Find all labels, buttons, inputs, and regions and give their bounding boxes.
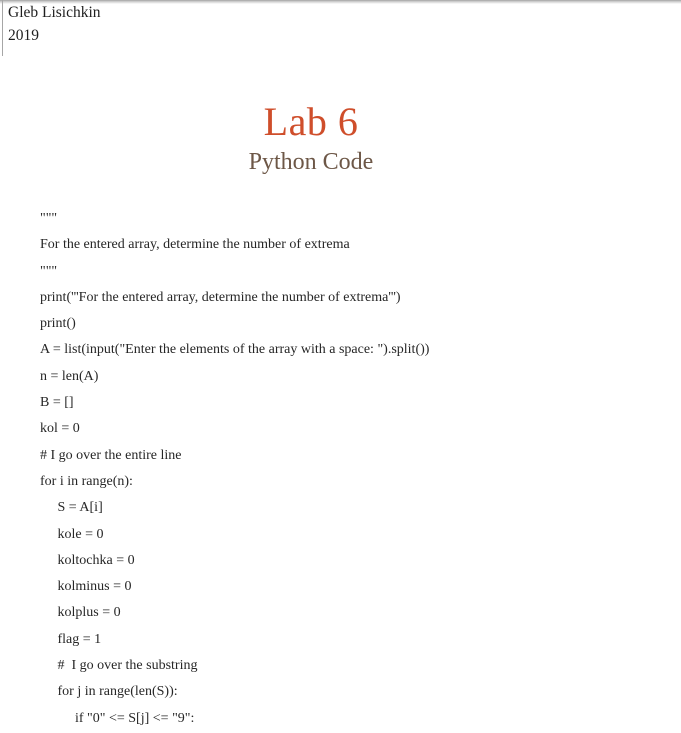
code-line: kole = 0 (57, 526, 104, 542)
code-line: flag = 1 (57, 631, 102, 647)
code-line: """ (40, 263, 58, 279)
author-year: 2019 (8, 27, 39, 44)
window-top-edge (0, 0, 681, 4)
document-title: Lab 6 (263, 99, 359, 144)
code-line: for j in range(len(S)): (57, 684, 178, 700)
code-line: B = [] (40, 395, 74, 411)
code-line: kolplus = 0 (57, 605, 121, 621)
title-block (0, 99, 622, 177)
code-line: n = len(A) (40, 368, 99, 384)
author-block (8, 1, 101, 47)
code-block (40, 206, 640, 732)
code-line: # I go over the entire line (40, 447, 182, 463)
document-subtitle: Python Code (248, 149, 374, 175)
code-line: kol = 0 (40, 421, 80, 437)
author-name: Gleb Lisichkin (8, 4, 101, 21)
code-line: koltochka = 0 (57, 552, 135, 568)
code-line: """ (40, 211, 58, 226)
code-line: print('''For the entered array, determine the number of extrema''') (40, 289, 401, 305)
code-line: # I go over the substring (57, 658, 198, 674)
code-line: S = A[i] (57, 500, 103, 516)
code-line: A = list(input("Enter the elements of the array with a space: ").split()) (40, 342, 430, 358)
code-line: print() (40, 316, 76, 332)
code-line: kolminus = 0 (57, 579, 132, 595)
code-line: for i in range(n): (40, 473, 133, 489)
page-left-edge (2, 0, 3, 56)
code-line: if "0" <= S[j] <= "9": (75, 710, 195, 726)
code-line: For the entered array, determine the number of extrema (40, 237, 350, 253)
